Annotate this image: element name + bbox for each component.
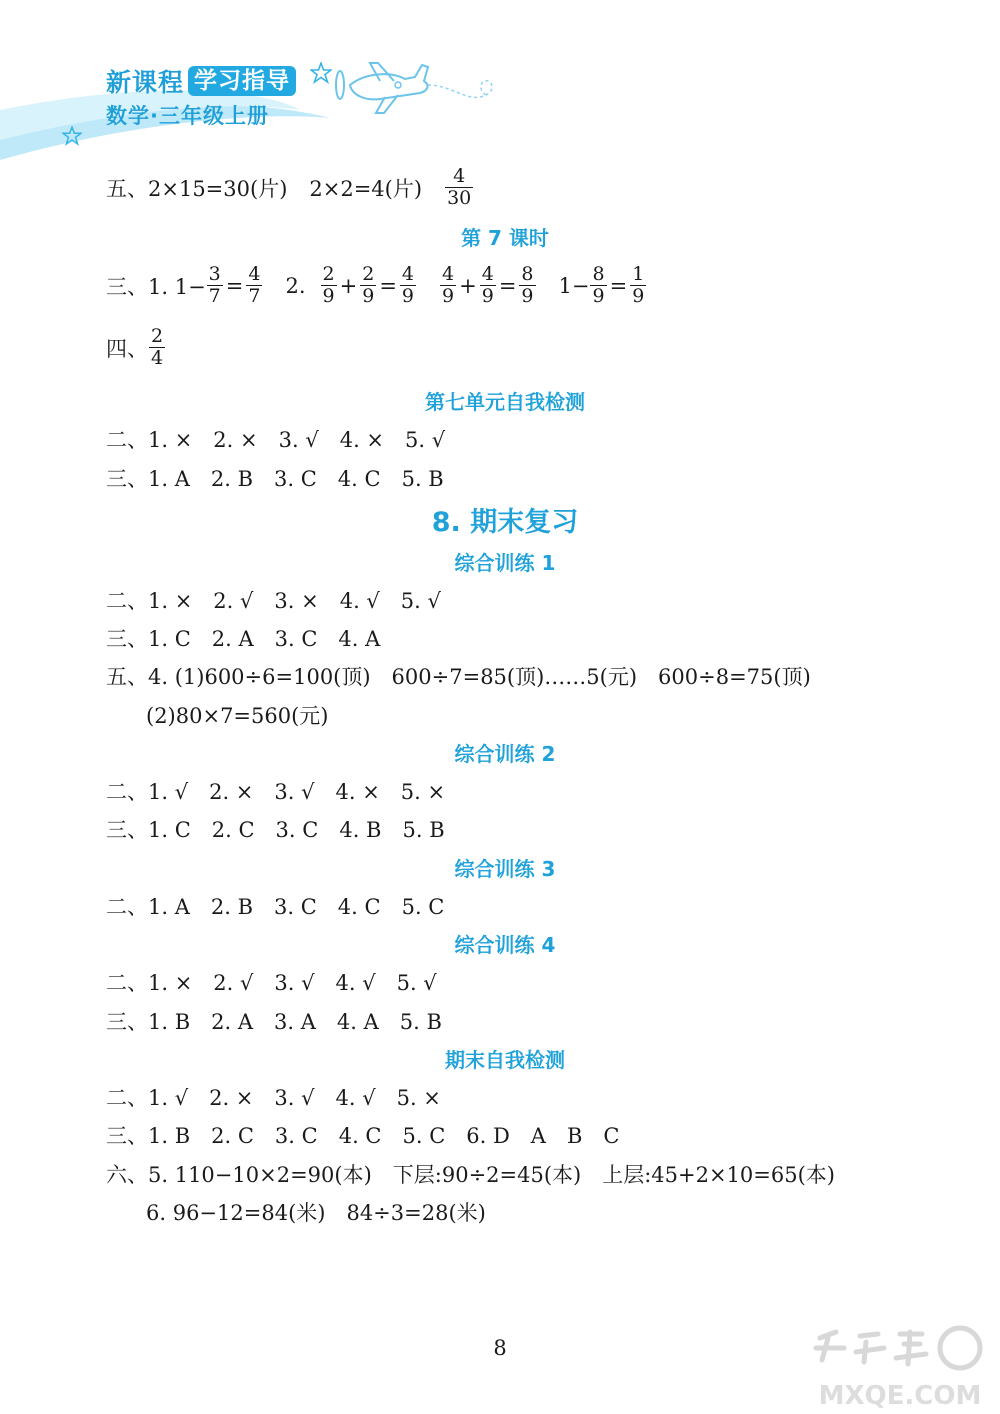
answer-line-san-fractions: 三、1. 1− $\frac{3}{7}$ = $\frac{4}{7}$ 2. $\frac{2}{9}$ + $\frac{2}{9}$ = $\frac{4}{9}$ $\frac{4}{9}$ + $\frac{4}{9}$ = $\frac{8}{9}$ 1− $\frac{8}{9}$ = $\frac{1}{9}$: [106, 263, 645, 307]
answer-line: 二、1. × 2. √ 3. √ 4. √ 5. √: [106, 971, 437, 995]
brand-title-a: 新课程: [106, 68, 185, 97]
brand-title-b: 学习指导: [188, 66, 296, 96]
section-heading: 综合训练 1: [454, 551, 556, 575]
answer-line: 三、1. C 2. A 3. C 4. A: [106, 627, 381, 651]
section-heading: 第七单元自我检测: [425, 390, 585, 414]
fraction: $\frac{2}{9}$: [362, 263, 375, 307]
fraction: $\frac{4}{9}$: [442, 263, 455, 307]
answer-line: 三、1. B 2. C 3. C 4. C 5. C 6. D A B C: [106, 1124, 620, 1148]
answer-line: 三、1. B 2. A 3. A 4. A 5. B: [106, 1010, 442, 1034]
fraction: $\frac{8}{9}$: [592, 263, 605, 307]
star-icon-small: [62, 126, 82, 146]
answer-line: 二、1. A 2. B 3. C 4. C 5. C: [106, 895, 445, 919]
answer-line: 二、1. × 2. × 3. √ 4. × 5. √: [106, 428, 446, 452]
watermark-text: MXQE.COM: [818, 1381, 982, 1411]
header-banner: [0, 0, 1000, 170]
answer-line: 二、1. × 2. √ 3. × 4. √ 5. √: [106, 589, 441, 613]
answer-line: 五、4. (1)600÷6=100(顶) 600÷7=85(顶)……5(元) 600÷8=75(顶): [106, 665, 811, 689]
section-heading: 期末自我检测: [445, 1048, 565, 1072]
answer-line: 三、1. C 2. C 3. C 4. B 5. B: [106, 818, 445, 842]
section-heading: 第 7 课时: [461, 226, 549, 250]
chapter-title: 8. 期末复习: [431, 507, 579, 538]
answer-line-wu: [106, 166, 474, 209]
watermark-logo: [800, 1318, 1000, 1414]
section-heading: 综合训练 3: [454, 857, 556, 881]
equation: 2×15=30(片): [148, 176, 288, 201]
section-heading: 综合训练 4: [454, 933, 556, 957]
fraction: $\frac{4}{7}$: [248, 263, 261, 307]
fraction: $\frac{8}{9}$: [521, 263, 534, 307]
answer-line: 二、1. √ 2. × 3. √ 4. √ 5. ×: [106, 1086, 441, 1110]
page-number: 8: [493, 1336, 507, 1360]
answer-line: 二、1. √ 2. × 3. √ 4. × 5. ×: [106, 780, 446, 804]
section-heading: 综合训练 2: [454, 742, 556, 766]
fraction: $\frac{4}{30}$: [447, 165, 472, 209]
fraction: $\frac{2}{9}$: [322, 263, 335, 307]
fraction: $\frac{1}{9}$: [632, 263, 645, 307]
fraction: $\frac{2}{4}$: [151, 325, 164, 369]
answer-line-si: 四、 $\frac{2}{4}$: [106, 325, 164, 369]
brand-subtitle: 数学·三年级上册: [106, 104, 269, 128]
fraction: $\frac{4}{9}$: [401, 263, 415, 307]
answer-line: 三、1. A 2. B 3. C 4. C 5. B: [106, 467, 444, 491]
answer-line-indent: 6. 96−12=84(米) 84÷3=28(米): [146, 1201, 486, 1225]
answer-line: 六、5. 110−10×2=90(本) 下层:90÷2=45(本) 上层:45+2×10=65(本): [106, 1163, 836, 1187]
brand: [106, 64, 296, 130]
line-prefix: 五、: [106, 176, 148, 201]
answer-line-indent: (2)80×7=560(元): [146, 704, 329, 728]
fraction: $\frac{3}{7}$: [208, 263, 221, 307]
watermark: [800, 1318, 1000, 1414]
equation: 2×2=4(片): [309, 176, 423, 201]
fraction: $\frac{4}{9}$: [481, 263, 494, 307]
airplane-icon: [310, 55, 510, 125]
